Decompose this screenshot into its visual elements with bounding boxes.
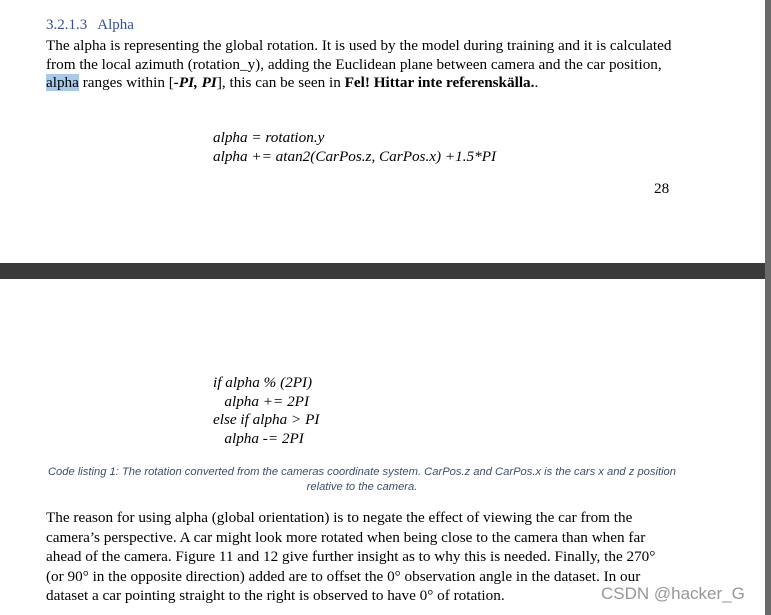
code-line: alpha += atan2(CarPos.z, CarPos.x) +1.5*PI — [213, 147, 497, 165]
watermark: CSDN @hacker_G — [601, 584, 745, 603]
code-listing-caption: Code listing 1: The rotation converted from the cameras coordinate system. CarPos.z and CarPos.x is the cars x and z position relative to the camera. — [47, 466, 677, 493]
section-heading — [46, 17, 134, 34]
code-block-alpha — [213, 129, 496, 166]
code-line: if alpha % (2PI) — [213, 374, 313, 391]
section-title: Alpha — [97, 17, 134, 33]
range-value: -PI, PI — [173, 74, 217, 92]
paragraph-text: ranges within [ — [78, 74, 174, 92]
page-number: 28 — [654, 180, 670, 197]
paragraph-reason[interactable]: The reason for using alpha (global orientation) is to negate the effect of viewing the car from the camera’s perspective. A car might look more rotated when being close to the camera than when far ahead of the camera. Figure 11 and 12 give further insight as to why this is needed. Finally, the 270° (or 90° in the opposite direction) added are to offset the 0° observation angle in the dataset. In our dataset a car pointing straight to the right is observed to have 0° of rotation. — [46, 509, 656, 604]
paragraph-text: The alpha is representing the global rotation. It is used by the model during training and it is calculated from the local azimuth (rotation_y), adding the Euclidean plane between camera and the car position, — [46, 37, 672, 73]
paragraph-text: . — [534, 74, 539, 92]
code-line: alpha = rotation.y — [213, 129, 325, 146]
paragraph-alpha-description[interactable] — [46, 37, 676, 93]
code-line: alpha += 2PI — [213, 392, 310, 410]
scrollbar-track[interactable] — [765, 0, 771, 263]
paragraph-text: ], this can be seen in — [216, 74, 345, 92]
page-separator — [0, 263, 771, 279]
section-number: 3.2.1.3 — [46, 17, 88, 33]
document-page-top — [0, 0, 771, 263]
page-separator-edge — [765, 263, 771, 279]
reference-error: Fel! Hittar inte referenskälla. — [344, 74, 535, 92]
scrollbar-track[interactable] — [765, 279, 771, 615]
code-line: alpha -= 2PI — [213, 429, 304, 447]
highlighted-word[interactable]: alpha — [46, 74, 79, 92]
code-line: else if alpha > PI — [213, 411, 320, 429]
code-block-normalize — [213, 374, 319, 448]
